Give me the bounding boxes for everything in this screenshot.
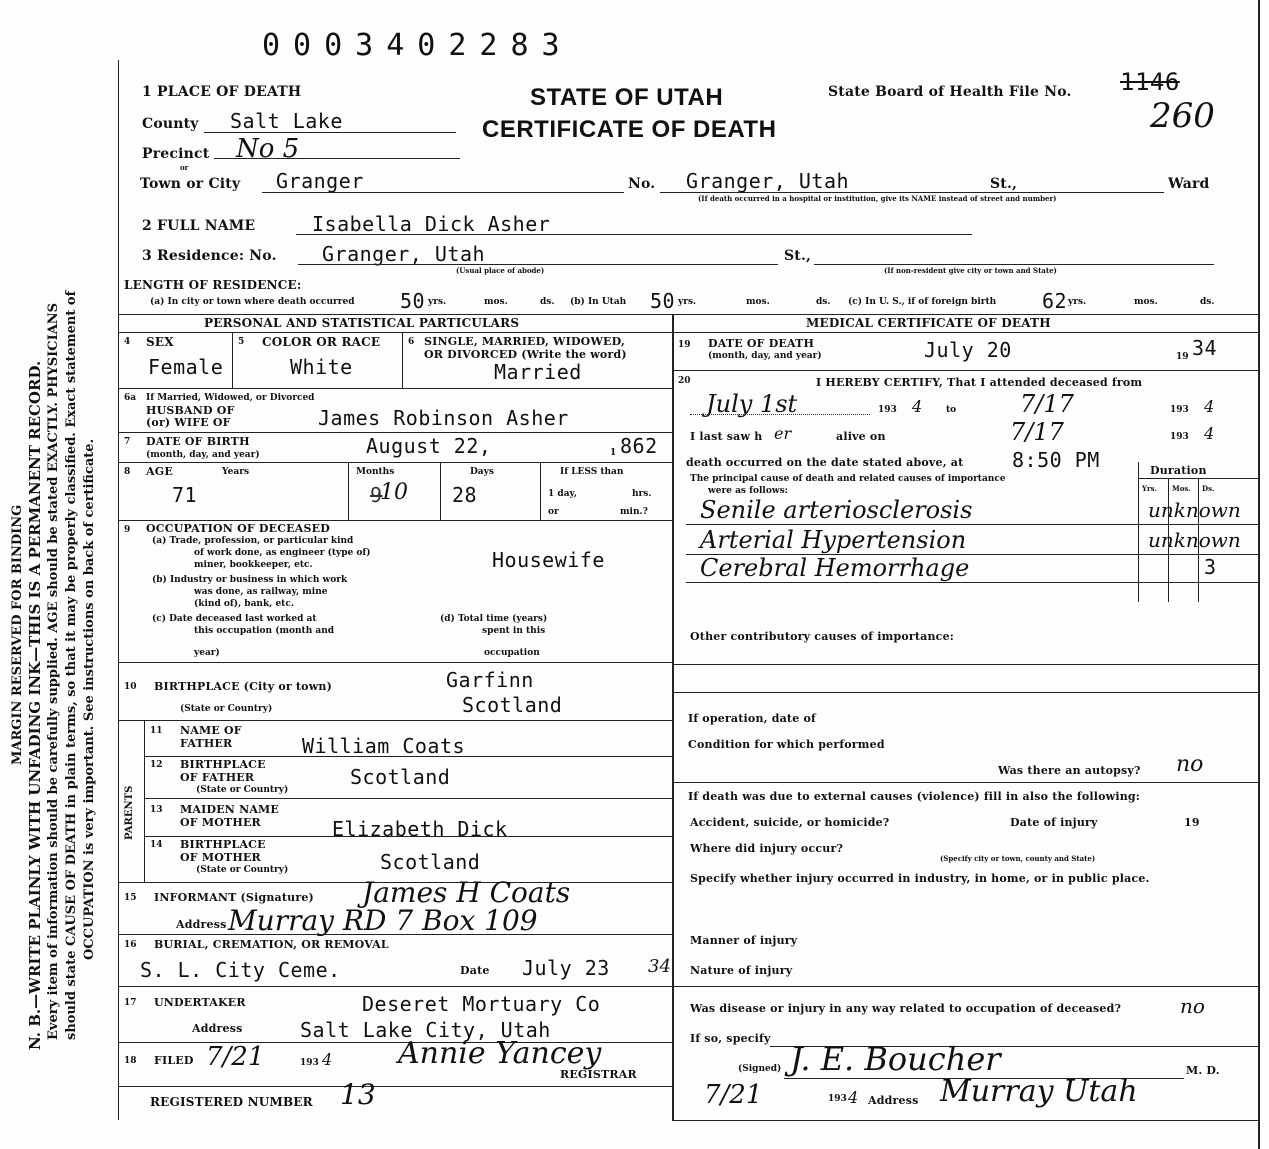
- signed-date: 7/21: [704, 1080, 763, 1110]
- external-causes-label: If death was due to external causes (violence) fill in also the following:: [688, 790, 1141, 803]
- to-label: to: [946, 405, 957, 415]
- occupation-b-label-2: was done, as railway, mine: [194, 587, 328, 597]
- residence-city-years: 50: [400, 289, 426, 313]
- mother-birthplace-label-2: OF MOTHER: [180, 851, 261, 864]
- residence-value: Granger, Utah: [322, 242, 486, 266]
- town-value: Granger: [276, 169, 364, 193]
- father-birthplace-label: BIRTHPLACE: [180, 758, 266, 771]
- undertaker-address-label: Address: [192, 1022, 243, 1035]
- occupation-a-label-2: of work done, as engineer (type of): [194, 548, 371, 558]
- registered-number-label: REGISTERED NUMBER: [150, 1095, 313, 1109]
- right-border: [1258, 0, 1260, 1149]
- injury-date-label: Date of injury: [1010, 816, 1098, 829]
- occupation-d-label: (d) Total time (years): [440, 614, 548, 624]
- file-number-handwritten: 260: [1150, 96, 1215, 136]
- duration-yrs-label: Yrs.: [1142, 484, 1158, 493]
- dob-year-prefix: 1: [610, 448, 617, 458]
- occupation-d-label-2: spent in this: [482, 626, 546, 636]
- full-name-value: Isabella Dick Asher: [312, 212, 551, 236]
- informant-signature: James H Coats: [362, 876, 571, 909]
- residence-city-label: (a) In city or town where death occurred: [150, 297, 355, 307]
- injury-location-label: Where did injury occur?: [690, 842, 844, 855]
- informant-address-label: Address: [176, 918, 227, 931]
- father-name-label: NAME OF: [180, 724, 242, 737]
- mos-label: mos.: [484, 297, 508, 307]
- precinct-label: Precinct: [142, 146, 210, 162]
- registered-number: 13: [340, 1078, 376, 1111]
- undertaker-label: UNDERTAKER: [154, 996, 246, 1009]
- last-saw-label: I last saw h: [690, 430, 763, 443]
- dod-year: 34: [1192, 336, 1218, 360]
- age-less-than-label: If LESS than: [560, 467, 624, 477]
- to-year: 4: [1204, 397, 1215, 416]
- mos-label: mos.: [1134, 297, 1158, 307]
- margin-instructions-3: OCCUPATION is very important. See instructions on back of certificate.: [82, 438, 97, 960]
- birthplace-city-value: Garfinn: [446, 668, 534, 692]
- certify-label: I HEREBY CERTIFY, That I attended deceased from: [816, 376, 1143, 389]
- burial-year-value: 34: [648, 956, 671, 977]
- margin-ink-note: N. B.—WRITE PLAINLY WITH UNFADING INK—THIS IS A PERMANENT RECORD.: [26, 360, 44, 1050]
- ds-label: ds.: [816, 297, 831, 307]
- occupation-b-label-3: (kind of), bank, etc.: [194, 599, 294, 609]
- age-years-value: 71: [172, 483, 198, 507]
- cause-3: Cerebral Hemorrhage: [700, 554, 970, 582]
- filed-year: 4: [322, 1050, 333, 1069]
- full-name-label: 2 FULL NAME: [142, 218, 256, 234]
- alive-on-label: alive on: [836, 430, 886, 443]
- ds-label: ds.: [1200, 297, 1215, 307]
- ward-label: Ward: [1168, 176, 1210, 192]
- occupation-a-label-3: miner, bookkeeper, etc.: [194, 560, 313, 570]
- occupation-b-label: (b) Industry or business in which work: [152, 575, 348, 585]
- color-race-value: White: [290, 355, 353, 379]
- parents-label: PARENTS: [124, 785, 135, 840]
- signed-year: 4: [848, 1088, 859, 1107]
- cause-3-duration: 3: [1204, 555, 1217, 579]
- document-number: 0003402283: [262, 28, 573, 63]
- sex-label: SEX: [146, 335, 174, 349]
- informant-address: Murray RD 7 Box 109: [228, 904, 538, 937]
- filed-date: 7/21: [206, 1042, 265, 1072]
- occupation-a-label: (a) Trade, profession, or particular kind: [152, 536, 354, 546]
- age-days-label: Days: [470, 467, 494, 477]
- ds-label: ds.: [540, 297, 555, 307]
- operation-label: If operation, date of: [688, 712, 816, 725]
- non-resident-note: (If non-resident give city or town and State): [884, 266, 1057, 275]
- filed-year-prefix: 193: [300, 1058, 319, 1068]
- birthplace-state-label: (State or Country): [180, 704, 273, 714]
- duration-label: Duration: [1150, 464, 1207, 477]
- last-saw-date: 7/17: [1010, 418, 1064, 446]
- yrs-label: yrs.: [678, 297, 697, 307]
- marital-label-1: SINGLE, MARRIED, WIDOWED,: [424, 335, 625, 348]
- date-of-death-label: DATE OF DEATH: [708, 337, 815, 350]
- color-race-label: COLOR OR RACE: [262, 335, 381, 349]
- cause-1: Senile arteriosclerosis: [700, 496, 973, 524]
- residence-utah-label: (b) In Utah: [570, 297, 627, 307]
- dob-value: August 22,: [366, 434, 492, 458]
- residence-street-label: St.,: [784, 248, 812, 264]
- min-label: min.?: [620, 507, 648, 517]
- md-label: M. D.: [1186, 1064, 1220, 1077]
- town-label: Town or City: [140, 176, 241, 192]
- dob-label: DATE OF BIRTH: [146, 435, 250, 448]
- burial-date-value: July 23: [522, 956, 610, 980]
- county-value: Salt Lake: [230, 109, 343, 133]
- one-day-label: 1 day,: [548, 489, 578, 499]
- informant-label: INFORMANT (Signature): [154, 891, 314, 904]
- mother-name-value: Elizabeth Dick: [332, 817, 508, 841]
- accident-label: Accident, suicide, or homicide?: [690, 816, 890, 829]
- usual-abode-note: (Usual place of abode): [456, 266, 545, 275]
- to-year-prefix: 193: [1170, 405, 1189, 415]
- father-birthplace-label-3: (State or Country): [196, 785, 289, 795]
- sex-value: Female: [148, 355, 224, 379]
- registrar-label: REGISTRAR: [560, 1068, 637, 1081]
- signed-label: (Signed): [738, 1064, 782, 1074]
- occupation-label: OCCUPATION OF DECEASED: [146, 522, 330, 535]
- margin-instructions-2: should state CAUSE OF DEATH in plain terms, so that it may be properly classified. Exact statement of: [64, 290, 79, 1040]
- mother-name-label-2: OF MOTHER: [180, 816, 261, 829]
- county-label: County: [142, 116, 199, 132]
- occupation-value: Housewife: [492, 548, 605, 572]
- marital-label-2: OR DIVORCED (Write the word): [424, 348, 627, 361]
- mother-birthplace-label: BIRTHPLACE: [180, 838, 266, 851]
- file-number-label: State Board of Health File No.: [828, 84, 1072, 100]
- father-name-label-2: FATHER: [180, 737, 233, 750]
- signed-year-prefix: 193: [828, 1094, 847, 1104]
- cause-label: The principal cause of death and related causes of importance: [690, 474, 1006, 484]
- yrs-label: yrs.: [1068, 297, 1087, 307]
- mother-birthplace-label-3: (State or Country): [196, 865, 289, 875]
- from-year-prefix: 193: [878, 405, 897, 415]
- duration-mos-label: Mos.: [1172, 484, 1191, 493]
- spouse-label-3: (or) WIFE OF: [146, 416, 231, 429]
- cause-1-duration: unknown: [1148, 498, 1241, 522]
- filed-label: FILED: [154, 1054, 194, 1067]
- medical-section-title: MEDICAL CERTIFICATE OF DEATH: [806, 316, 1051, 330]
- occupation-c-label-3: year): [194, 648, 220, 658]
- street-label: St.,: [990, 176, 1018, 192]
- date-of-death-sublabel: (month, day, and year): [708, 351, 822, 361]
- spouse-label-1: If Married, Widowed, or Divorced: [146, 393, 315, 403]
- occupation-related-value: no: [1180, 994, 1205, 1018]
- burial-date-label: Date: [460, 964, 490, 977]
- cause-2-duration: unknown: [1148, 528, 1241, 552]
- duration-ds-label: Ds.: [1202, 484, 1215, 493]
- residence-label: 3 Residence: No.: [142, 248, 277, 264]
- personal-section-title: PERSONAL AND STATISTICAL PARTICULARS: [204, 316, 520, 330]
- date-of-death-value: July 20: [924, 338, 1012, 362]
- or-label: or: [180, 163, 189, 172]
- father-birthplace-value: Scotland: [350, 765, 451, 789]
- street-no-value: Granger, Utah: [686, 169, 850, 193]
- death-certificate-page: 0003402283 MARGIN RESERVED FOR BINDING N. B.—WRITE PLAINLY WITH UNFADING INK—THIS IS A PERMANENT RECORD. Every item of information should be carefully supplied. AGE should be stated EXACTLY. PHYSICIANS should state CAUSE OF DEATH in plain terms, so that it may be properly classified. Exact statement of OCCUPATION is very important. See instructions on back of certificate. 1 PLACE OF DEATH STATE OF UTAH CERTIFICATE OF DEATH State Board of Health File No. 1146 260 County Salt Lake Precinct No 5 or Town or City Granger No. Granger, Utah St., Ward (If death occurred in a hospital or institution, give its NAME instead of street and number) 2 FULL NAME Isabella Dick Asher 3 Residence: No. Granger, Utah (Usual place of abode) St., (If non-resident give city or town and State) LENGTH OF RESIDENCE: (a) In city or town where death occurred 50 yrs. mos. ds. (b) In Utah 50 yrs. mos. ds. (c) In U. S., if of foreign birth 62 yrs. mos. ds. PERSONAL AND STATISTICAL PARTICULARS MEDICAL CERTIFICATE OF DEATH 4 SEX Female 5 COLOR OR RACE White 6 SINGLE, MARRIED, WIDOWED, OR DIVORCED (Write the word) Married 6a If Married, Widowed, or Divorced HUSBAND OF (or) WIFE OF James Robinson Asher 7 DATE OF BIRTH (month, day, and year) August 22, 1 862 8 AGE Years Months Days If LESS than 71 9 10 28 1 day, hrs. or min.? 9 OCCUPATION OF DECEASED (a) Trade, profession, or particular kind of work done, as engineer (type of) miner, bookkeeper, etc. Housewife (b) Industry or business in which work was done, as railway, mine (kind of), bank, etc. (c) Date deceased last worked at this occupation (month and year) (d) Total time (years) spent in this occupation 10 BIRTHPLACE (City or town) Garfinn (State or Country) Scotland PARENTS 11 NAME OF FATHER William Coats 12 BIRTHPLACE OF FATHER (State or Country) Scotland 13 MAIDEN NAME OF MOTHER Elizabeth Dick 14 BIRTHPLACE OF MOTHER (State or Country) Scotland 15 INFORMANT (Signature) James H Coats Address Murray RD 7 Box 109 16 BURIAL, CREMATION, OR REMOVAL S. L. City Ceme. Date July 23 34 17 UNDERTAKER Deseret Mortuary Co Address Salt Lake City, Utah 18 FILED 7/21 193 4 Annie Yancey REGISTRAR REGISTERED NUMBER 13 19 DATE OF DEATH (month, day, and year) July 20 19 34 20 I HEREBY CERTIFY, That I attended deceased from July 1st 193 4 to 7/17 193 4 I last saw h er alive on 7/17 193 4 death occurred on the date stated above, at 8:50 PM The principal cause of death and related causes of importance were as follows: Duration Yrs. Mos. Ds. Senile arteriosclerosis unknown Arterial Hypertension unknown Cerebral Hemorrhage 3 Other contributory causes of importance: If operation, date of Condition for which performed Was there an autopsy? no If death was due to external causes (violence) fill in also the following: Accident, suicide, or homicide? Date of injury 19 Where did injury occur? (Specify city or town, county and State) Specify whether injury occurred in industry, in home, or in public place. Manner of injury Nature of injury Was disease or injury in any way related to occupation of deceased? no If so, specify (Signed) J. E. Boucher M. D. 7/21 193 4 Address Murray Utah: [0, 0, 1269, 1149]
- birthplace-label: BIRTHPLACE (City or town): [154, 680, 332, 693]
- precinct-value: No 5: [236, 134, 300, 164]
- condition-label: Condition for which performed: [688, 738, 885, 751]
- margin-binding-note: MARGIN RESERVED FOR BINDING: [10, 504, 25, 765]
- street-no-label: No.: [628, 176, 656, 192]
- center-divider: [672, 314, 674, 1120]
- autopsy-label: Was there an autopsy?: [998, 764, 1141, 777]
- or-label: or: [548, 507, 559, 517]
- death-time-value: 8:50 PM: [1012, 448, 1100, 472]
- physician-signature: J. E. Boucher: [790, 1040, 1001, 1078]
- hospital-note: (If death occurred in a hospital or institution, give its NAME instead of street and number): [698, 194, 1057, 203]
- age-label: AGE: [146, 465, 173, 478]
- autopsy-value: no: [1176, 752, 1204, 777]
- age-months-struck: 9: [370, 483, 383, 507]
- undertaker-address: Salt Lake City, Utah: [300, 1018, 551, 1042]
- last-saw-year: 4: [1204, 424, 1215, 443]
- certificate-title-state: STATE OF UTAH: [530, 84, 724, 111]
- left-border: [118, 60, 119, 1120]
- physician-address: Murray Utah: [940, 1074, 1138, 1109]
- burial-place-value: S. L. City Ceme.: [140, 958, 341, 982]
- mother-name-label: MAIDEN NAME: [180, 803, 280, 816]
- from-year: 4: [912, 397, 923, 416]
- father-birthplace-label-2: OF FATHER: [180, 771, 255, 784]
- age-months-label: Months: [356, 467, 395, 477]
- injury-year-label: 19: [1184, 816, 1200, 829]
- spouse-label-2: HUSBAND OF: [146, 404, 235, 417]
- injury-location-note: (Specify city or town, county and State): [940, 854, 1096, 863]
- cause-2: Arterial Hypertension: [700, 526, 967, 554]
- nature-of-injury-label: Nature of injury: [690, 964, 793, 977]
- father-name-value: William Coats: [302, 734, 466, 758]
- undertaker-value: Deseret Mortuary Co: [362, 992, 601, 1016]
- yrs-label: yrs.: [428, 297, 447, 307]
- manner-of-injury-label: Manner of injury: [690, 934, 798, 947]
- dob-year: 862: [620, 434, 658, 458]
- last-saw-her: er: [774, 424, 792, 443]
- burial-label: BURIAL, CREMATION, OR REMOVAL: [154, 938, 389, 951]
- occupation-c-label: (c) Date deceased last worked at: [152, 614, 317, 624]
- residence-us-label: (c) In U. S., if of foreign birth: [848, 297, 997, 307]
- age-days-value: 28: [452, 483, 478, 507]
- attended-to-date: 7/17: [1020, 390, 1074, 418]
- birthplace-country-value: Scotland: [462, 693, 563, 717]
- occupation-c-label-2: this occupation (month and: [194, 626, 335, 636]
- occupation-d-label-3: occupation: [484, 648, 540, 658]
- dob-sublabel: (month, day, and year): [146, 450, 260, 460]
- physician-address-label: Address: [868, 1094, 919, 1107]
- cause-label-2: were as follows:: [708, 486, 788, 496]
- dod-year-prefix: 19: [1176, 352, 1189, 362]
- injury-specify-label: Specify whether injury occurred in industry, in home, or in public place.: [690, 872, 1150, 885]
- death-time-label: death occurred on the date stated above, at: [686, 456, 964, 469]
- occupation-related-label: Was disease or injury in any way related to occupation of deceased?: [690, 1002, 1122, 1015]
- spouse-name-value: James Robinson Asher: [318, 406, 569, 430]
- residence-utah-years: 50: [650, 289, 676, 313]
- marital-status-value: Married: [494, 360, 582, 384]
- attended-from-date: July 1st: [706, 390, 798, 418]
- age-months-value: 10: [380, 480, 408, 505]
- if-so-specify-label: If so, specify: [690, 1032, 771, 1045]
- margin-instructions-1: Every item of information should be carefully supplied. AGE should be stated EXACTLY. PHYSICIANS: [46, 302, 61, 1040]
- mos-label: mos.: [746, 297, 770, 307]
- hrs-label: hrs.: [632, 489, 652, 499]
- age-years-label: Years: [222, 467, 250, 477]
- last-saw-year-prefix: 193: [1170, 432, 1189, 442]
- length-of-residence-label: LENGTH OF RESIDENCE:: [124, 278, 302, 292]
- registrar-signature: Annie Yancey: [398, 1036, 602, 1071]
- certificate-title: CERTIFICATE OF DEATH: [482, 116, 777, 143]
- place-of-death-label: 1 PLACE OF DEATH: [142, 84, 302, 100]
- residence-us-years: 62: [1042, 289, 1068, 313]
- other-causes-label: Other contributory causes of importance:: [690, 630, 955, 643]
- mother-birthplace-value: Scotland: [380, 850, 481, 874]
- file-number: 1146: [1120, 68, 1180, 96]
